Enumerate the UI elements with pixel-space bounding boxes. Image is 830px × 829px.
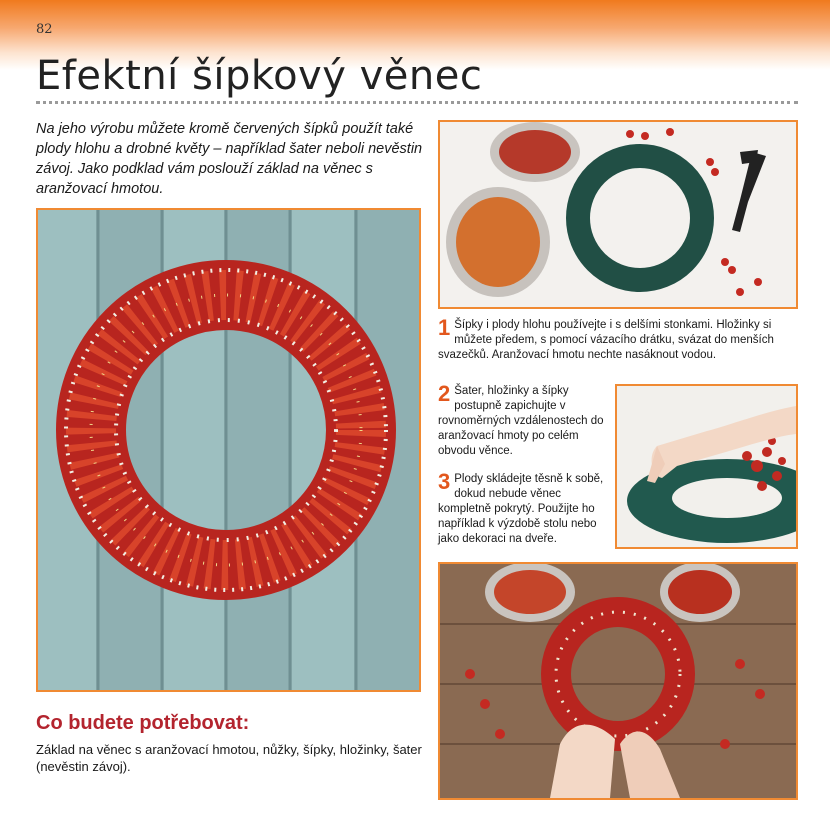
- step-3: [438, 469, 610, 547]
- title-divider: [36, 101, 798, 104]
- page-number: 82: [36, 22, 53, 37]
- step-1: [438, 315, 800, 363]
- step-2: [438, 381, 610, 459]
- supplies-photo: [438, 120, 798, 309]
- hands-assembling-photo: [615, 384, 798, 549]
- step-text: Šípky i plody hlohu používejte i s delšími stonkami. Hložinky si můžete předem, s pomocí vázacího drátku, svázat do menších svazečků. Aranžovací hmotu nechte nasáknout vodou.: [438, 319, 774, 361]
- main-wreath-photo: [36, 208, 421, 692]
- step-number: 3: [438, 469, 451, 494]
- needs-text: Základ na věnec s aranžovací hmotou, nůžky, šípky, hložinky, šater (nevěstin závoj).: [36, 742, 422, 774]
- step-number: 2: [438, 381, 451, 406]
- step-text: Šater, hložinky a šípky postupně zapichujte v rovnoměrných vzdálenostech do aranžovací hmoty po celém obvodu věnce.: [438, 385, 604, 457]
- page-title: Efektní šípkový věnec: [36, 53, 483, 99]
- needs-heading: Co budete potřebovat:: [36, 712, 250, 734]
- finished-wreath-photo: [438, 562, 798, 800]
- step-text: Plody skládejte těsně k sobě, dokud nebude věnec kompletně pokrytý. Použijte ho například k výzdobě stolu nebo jako dekoraci na dveře.: [438, 473, 604, 545]
- step-number: 1: [438, 315, 451, 340]
- intro-paragraph: Na jeho výrobu můžete kromě červených šípků použít také plody hlohu a drobné květy – například šater neboli nevěstin závoj. Jako podklad vám poslouží základ na věnec s aranžovací hmotou.: [36, 121, 423, 197]
